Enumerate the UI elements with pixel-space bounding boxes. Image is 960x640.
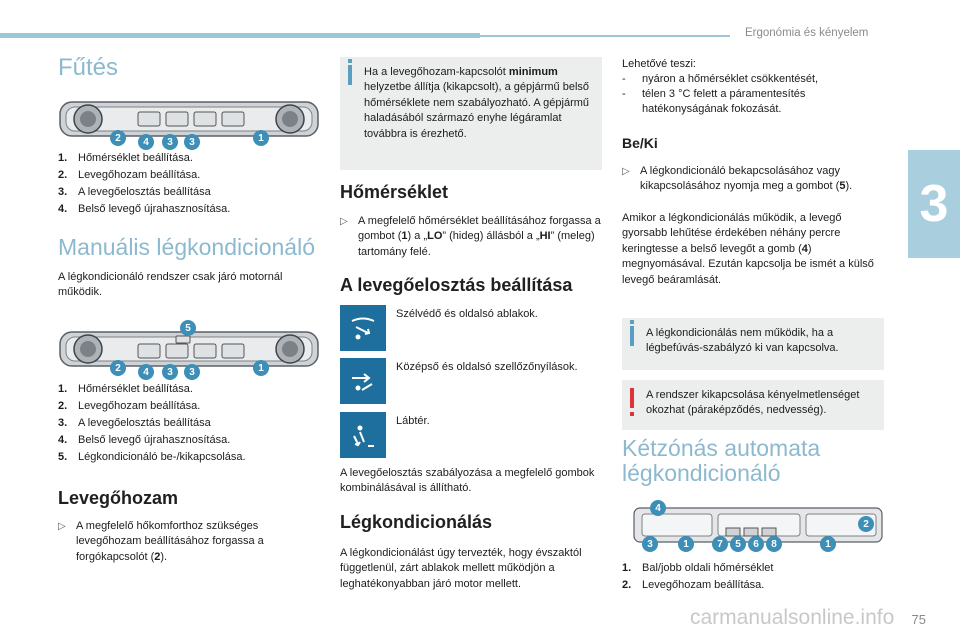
badge-4: 4 xyxy=(138,364,154,380)
dash-item: - télen 3 °C felett a páramentesítés hatékonyságának fokozását. xyxy=(622,88,806,116)
heading-dual-zone: Kétzónás automata légkondicionáló xyxy=(622,435,821,487)
badge-1: 1 xyxy=(253,130,269,146)
badge-4: 4 xyxy=(650,500,666,516)
heading-futes: Fűtés xyxy=(58,54,119,81)
badge-3b: 3 xyxy=(184,134,200,150)
header-bar-thin xyxy=(480,35,730,37)
list-item: 1. Hőmérséklet beállítása. xyxy=(58,383,193,395)
badge-3b: 3 xyxy=(184,364,200,380)
list-item: 2. Levegőhozam beállítása. xyxy=(622,579,765,592)
list-item: 1. Hőmérséklet beállítása. xyxy=(58,152,193,164)
arrow-bullet-icon: ▷ xyxy=(622,166,630,177)
arrow-bullet-icon: ▷ xyxy=(340,216,348,227)
header-bar xyxy=(0,33,480,38)
badge-3: 3 xyxy=(162,134,178,150)
windscreen-airflow-icon xyxy=(340,305,386,351)
badge-4: 4 xyxy=(138,134,154,150)
info-icon xyxy=(348,65,352,85)
page-number: 75 xyxy=(911,612,926,627)
beki-bullet: ▷ A légkondicionáló bekapcsolásához vagy kikapcsolásához nyomja meg a gombot (5). xyxy=(622,164,884,195)
list-item: 2. Levegőhozam beállítása. xyxy=(58,400,201,413)
list-item: 4. Belső levegő újrahasznosítása. xyxy=(58,203,231,216)
warning-icon xyxy=(630,388,634,408)
badge-3: 3 xyxy=(642,536,658,552)
center-vent-airflow-icon xyxy=(340,358,386,404)
heating-panel-image xyxy=(58,92,320,152)
heading-legkondicionalas: Légkondicionálás xyxy=(340,512,493,532)
heading-levegohozam: Levegőhozam xyxy=(58,488,179,508)
heading-beki: Be/Ki xyxy=(622,135,658,151)
badge-1: 1 xyxy=(253,360,269,376)
badge-5: 5 xyxy=(180,320,196,336)
badge-8: 8 xyxy=(766,536,782,552)
list-item: 2. Levegőhozam beállítása. xyxy=(58,169,201,182)
manual-ac-panel-image xyxy=(58,320,320,382)
footwell-airflow-icon xyxy=(340,412,386,458)
badge-3: 3 xyxy=(162,364,178,380)
manual-ac-list xyxy=(58,381,320,466)
watermark: carmanualsonline.info xyxy=(690,606,895,629)
heating-list xyxy=(58,150,320,218)
badge-5: 5 xyxy=(730,536,746,552)
list-item: 3. A levegőelosztás beállítása xyxy=(58,417,211,430)
arrow-bullet-icon: ▷ xyxy=(58,521,66,532)
homerseklet-bullet: ▷ A megfelelő hőmérséklet beállításához forgassa a gombot (1) a „LO” (hideg) állásból a „HI” (meleg) tartomány felé. xyxy=(340,214,602,260)
section-title: Ergonómia és kényelem xyxy=(745,27,869,39)
distribution-center: Középső és oldalsó szellőzőnyílások. xyxy=(340,358,602,404)
list-item: 5. Légkondicionáló be-/kikapcsolása. xyxy=(58,451,246,464)
info-box-minimum: Ha a levegőhozam-kapcsolót minimum helyzetbe állítja (kikapcsolt), a gépjármű belső hőmérséklete nem szabályozható. A gépjármű haladásából származó enyhe légáramlat továbbra is érezhető. xyxy=(340,57,602,170)
badge-1: 1 xyxy=(678,536,694,552)
badge-2: 2 xyxy=(110,360,126,376)
info-icon xyxy=(630,326,634,346)
heading-levegoelosztas: A levegőelosztás beállítása xyxy=(340,275,573,295)
heading-manual-ac: Manuális légkondicionáló xyxy=(58,234,315,260)
amikor-text: Amikor a légkondicionálás működik, a levegő gyorsabb lehűtése érdekében néhány percre keringtesse a belső levegőt a gomb (4) megnyomásával. Ezután kapcsolja be ismét a külső levegő beáramlását. xyxy=(622,212,874,286)
dual-zone-panel-image xyxy=(632,500,884,556)
badge-6: 6 xyxy=(748,536,764,552)
distribution-windscreen: Szélvédő és oldalsó ablakok. xyxy=(340,305,602,351)
manual-ac-text: A légkondicionáló rendszer csak járó motornál működik. xyxy=(58,271,283,299)
list-item: 4. Belső levegő újrahasznosítása. xyxy=(58,434,231,447)
legkondicionalas-text: A légkondicionálást úgy tervezték, hogy évszaktól függetlenül, zárt ablakok mellett működjön a leghatékonyabban járó motor mellett. xyxy=(340,547,582,590)
heading-homerseklet: Hőmérséklet xyxy=(340,182,449,202)
badge-2: 2 xyxy=(110,130,126,146)
list-item: 3. A levegőelosztás beállítása xyxy=(58,186,211,199)
chapter-tab: 3 xyxy=(908,150,960,258)
dash-item: - nyáron a hőmérséklet csökkentését, xyxy=(622,73,819,85)
badge-1b: 1 xyxy=(820,536,836,552)
intro-text: Lehetővé teszi: xyxy=(622,58,696,70)
warning-box: A rendszer kikapcsolása kényelmetlenséget okozhat (páraképződés, nedvesség). xyxy=(622,380,884,430)
list-item: 1. Bal/jobb oldali hőmérséklet xyxy=(622,562,774,574)
info-box-blower: A légkondicionálás nem működik, ha a légbefúvás-szabályzó ki van kapcsolva. xyxy=(622,318,884,370)
dual-zone-list xyxy=(622,560,884,594)
distribution-text: A levegőelosztás szabályozása a megfelelő gombok kombinálásával is állítható. xyxy=(340,467,595,495)
badge-7: 7 xyxy=(712,536,728,552)
levegohozam-bullet: ▷ A megfelelő hőkomforthoz szükséges levegőhozam beállításához forgassa a forgókapcsolót (2). xyxy=(58,519,320,565)
badge-2: 2 xyxy=(858,516,874,532)
distribution-footwell: Lábtér. xyxy=(340,412,602,458)
